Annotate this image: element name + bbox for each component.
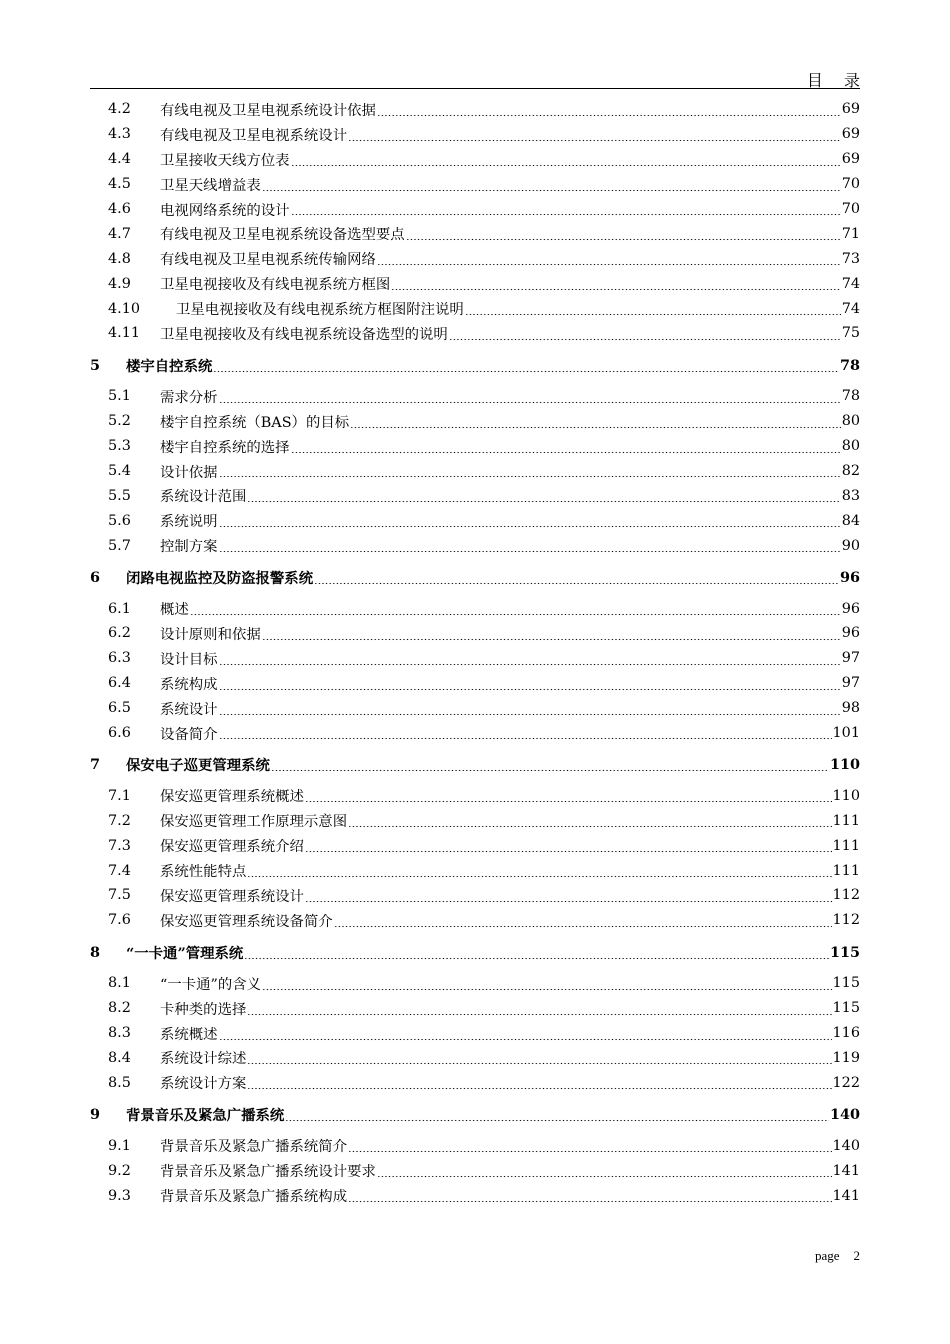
toc-entry-page: 82 <box>841 463 860 480</box>
toc-dot-leader <box>244 946 829 960</box>
footer-page-label: page <box>814 1248 840 1263</box>
toc-entry-page: 69 <box>841 101 860 118</box>
toc-entry-page: 80 <box>841 438 860 455</box>
toc-entry-number: 8 <box>90 943 101 961</box>
toc-entry-page: 78 <box>841 388 860 405</box>
page-footer <box>815 1248 860 1264</box>
toc-section-entry[interactable] <box>90 671 860 696</box>
toc-section-entry[interactable] <box>90 122 860 147</box>
toc-dot-leader <box>348 128 841 142</box>
toc-entry-title: 设备简介 <box>160 726 218 743</box>
toc-dot-leader <box>348 1189 831 1203</box>
footer-page-number: 2 <box>853 1248 860 1263</box>
toc-entry-title: 有线电视及卫星电视系统设计 <box>160 127 348 144</box>
toc-entry-number: 6.6 <box>108 725 131 742</box>
toc-entry-title: 有线电视及卫星电视系统设备选型要点 <box>160 227 405 244</box>
toc-section-entry[interactable] <box>90 833 860 858</box>
toc-section-entry[interactable] <box>90 908 860 933</box>
toc-dot-leader <box>247 1002 831 1016</box>
toc-chapter-entry[interactable] <box>90 752 860 777</box>
toc-entry-page: 96 <box>839 569 860 587</box>
toc-entry-number: 6.4 <box>108 675 131 692</box>
toc-entry-title: 保安巡更管理系统概述 <box>160 789 304 806</box>
toc-section-entry[interactable] <box>90 483 860 508</box>
toc-entry-number: 9.1 <box>108 1137 131 1154</box>
toc-entry-page: 96 <box>841 625 860 642</box>
toc-entry-number: 7.6 <box>108 912 131 929</box>
toc-entry-title: “一卡通”管理系统 <box>126 944 244 962</box>
toc-entry-page: 90 <box>841 537 860 554</box>
table-of-contents <box>90 97 860 1208</box>
toc-entry-page: 69 <box>841 151 860 168</box>
toc-entry-title: 卫星电视接收及有线电视系统设备选型的说明 <box>160 326 448 343</box>
toc-entry-number: 4.2 <box>108 101 131 118</box>
toc-dot-leader <box>219 652 841 666</box>
toc-entry-page: 141 <box>832 1187 860 1204</box>
toc-entry-page: 115 <box>832 975 860 992</box>
toc-entry-number: 8.4 <box>108 1049 131 1066</box>
toc-entry-number: 7 <box>90 756 101 774</box>
toc-section-entry[interactable] <box>90 459 860 484</box>
toc-entry-number: 7.1 <box>108 787 131 804</box>
toc-entry-page: 140 <box>832 1137 860 1154</box>
toc-dot-leader <box>262 977 831 991</box>
toc-entry-page: 122 <box>832 1074 860 1091</box>
toc-entry-number: 6.5 <box>108 700 131 717</box>
toc-dot-leader <box>377 1164 832 1178</box>
toc-entry-page: 141 <box>832 1162 860 1179</box>
toc-entry-number: 5.1 <box>108 388 131 405</box>
toc-entry-page: 111 <box>832 812 860 829</box>
toc-section-entry[interactable] <box>90 172 860 197</box>
toc-entry-number: 8.1 <box>108 975 131 992</box>
page-header <box>90 66 868 90</box>
toc-dot-leader <box>348 814 831 828</box>
toc-entry-title: 系统说明 <box>160 514 218 531</box>
toc-dot-leader <box>219 390 841 404</box>
toc-section-entry[interactable] <box>90 221 860 246</box>
toc-entry-number: 4.9 <box>108 275 131 292</box>
toc-entry-number: 5.5 <box>108 487 131 504</box>
toc-dot-leader <box>406 227 841 241</box>
toc-entry-title: 背景音乐及紧急广播系统设计要求 <box>160 1164 376 1181</box>
toc-entry-page: 96 <box>841 600 860 617</box>
toc-dot-leader <box>213 359 839 373</box>
toc-dot-leader <box>219 539 841 553</box>
toc-section-entry[interactable] <box>90 197 860 222</box>
toc-entry-page: 80 <box>841 413 860 430</box>
toc-entry-page: 78 <box>839 356 860 374</box>
toc-entry-page: 115 <box>832 1000 860 1017</box>
toc-entry-page: 74 <box>841 300 860 317</box>
toc-entry-title: 系统概述 <box>160 1026 218 1043</box>
toc-entry-number: 4.4 <box>108 151 131 168</box>
toc-section-entry[interactable] <box>90 646 860 671</box>
toc-entry-page: 112 <box>832 887 860 904</box>
toc-entry-title: 系统设计综述 <box>160 1051 247 1068</box>
toc-entry-number: 7.5 <box>108 887 131 904</box>
toc-dot-leader <box>247 1051 831 1065</box>
toc-dot-leader <box>271 758 829 772</box>
toc-entry-title: 系统设计范围 <box>160 489 247 506</box>
toc-entry-number: 8.2 <box>108 1000 131 1017</box>
toc-entry-page: 83 <box>841 487 860 504</box>
toc-section-entry[interactable] <box>90 721 860 746</box>
toc-entry-number: 8.5 <box>108 1074 131 1091</box>
toc-entry-page: 84 <box>841 512 860 529</box>
toc-section-entry[interactable] <box>90 883 860 908</box>
toc-entry-page: 70 <box>841 201 860 217</box>
toc-entry-page: 73 <box>841 250 860 267</box>
toc-entry-title: 系统设计 <box>160 701 218 718</box>
toc-section-entry[interactable] <box>90 1133 860 1158</box>
toc-entry-number: 9.3 <box>108 1187 131 1204</box>
toc-section-entry[interactable] <box>90 971 860 996</box>
toc-entry-number: 5.3 <box>108 438 131 455</box>
toc-dot-leader <box>262 178 841 192</box>
toc-entry-page: 112 <box>832 912 860 929</box>
toc-dot-leader <box>449 327 841 341</box>
toc-entry-title: 有线电视及卫星电视系统设计依据 <box>160 102 376 119</box>
toc-dot-leader <box>291 202 841 216</box>
toc-section-entry[interactable] <box>90 1158 860 1183</box>
toc-entry-number: 5.6 <box>108 512 131 529</box>
toc-section-entry[interactable] <box>90 1046 860 1071</box>
toc-dot-leader <box>350 415 841 429</box>
toc-dot-leader <box>291 440 841 454</box>
toc-chapter-entry[interactable] <box>90 353 860 378</box>
toc-entry-number: 5 <box>90 356 101 374</box>
toc-entry-title: 卫星接收天线方位表 <box>160 152 290 169</box>
toc-dot-leader <box>247 489 840 503</box>
toc-section-entry[interactable] <box>90 1183 860 1208</box>
toc-entry-number: 9 <box>90 1106 101 1124</box>
toc-entry-page: 115 <box>829 943 860 961</box>
toc-dot-leader <box>219 726 832 740</box>
toc-dot-leader <box>377 252 841 266</box>
toc-entry-page: 140 <box>829 1106 860 1124</box>
toc-dot-leader <box>465 302 841 316</box>
toc-entry-title: 保安巡更管理系统设备简介 <box>160 913 333 930</box>
toc-entry-page: 111 <box>832 837 860 854</box>
toc-section-entry[interactable] <box>90 621 860 646</box>
toc-entry-number: 9.2 <box>108 1162 131 1179</box>
toc-dot-leader <box>285 1108 829 1122</box>
toc-entry-title: 设计依据 <box>160 464 218 481</box>
toc-section-entry[interactable] <box>90 321 860 346</box>
toc-chapter-entry[interactable] <box>90 565 860 590</box>
toc-section-entry[interactable] <box>90 384 860 409</box>
toc-entry-title: 卫星电视接收及有线电视系统方框图 <box>160 277 391 294</box>
toc-entry-page: 74 <box>841 275 860 292</box>
toc-entry-number: 4.10 <box>108 300 141 317</box>
toc-section-entry[interactable] <box>90 858 860 883</box>
toc-entry-page: 116 <box>832 1025 860 1042</box>
toc-dot-leader <box>219 1027 832 1041</box>
toc-dot-leader <box>219 702 841 716</box>
toc-entry-title: 控制方案 <box>160 539 218 556</box>
toc-entry-page: 97 <box>841 675 860 692</box>
toc-section-entry[interactable] <box>90 533 860 558</box>
toc-section-entry[interactable] <box>90 271 860 296</box>
toc-entry-title: 闭路电视监控及防盗报警系统 <box>126 570 314 588</box>
toc-entry-number: 7.2 <box>108 812 131 829</box>
toc-entry-title: 背景音乐及紧急广播系统 <box>126 1107 285 1125</box>
toc-entry-number: 4.6 <box>108 201 131 217</box>
toc-section-entry[interactable] <box>90 296 860 321</box>
toc-dot-leader <box>348 1139 831 1153</box>
toc-entry-title: 卫星电视接收及有线电视系统方框图附注说明 <box>176 302 464 319</box>
toc-entry-number: 7.4 <box>108 862 131 879</box>
toc-entry-number: 7.3 <box>108 837 131 854</box>
toc-entry-title: 概述 <box>160 602 189 619</box>
header-title: 目 录 <box>806 71 868 90</box>
toc-entry-title: 有线电视及卫星电视系统传输网络 <box>160 252 376 269</box>
toc-section-entry[interactable] <box>90 783 860 808</box>
toc-section-entry[interactable] <box>90 696 860 721</box>
toc-entry-number: 4.7 <box>108 225 131 242</box>
toc-entry-number: 6 <box>90 569 101 587</box>
toc-section-entry[interactable] <box>90 808 860 833</box>
toc-dot-leader <box>377 103 841 117</box>
toc-section-entry[interactable] <box>90 246 860 271</box>
toc-dot-leader <box>391 277 840 291</box>
toc-entry-title: 设计原则和依据 <box>160 626 261 643</box>
toc-entry-title: 楼宇自控系统的选择 <box>160 439 290 456</box>
toc-section-entry[interactable] <box>90 97 860 122</box>
toc-entry-title: “一卡通”的含义 <box>160 976 262 993</box>
toc-entry-page: 110 <box>832 787 860 804</box>
toc-entry-page: 75 <box>841 325 860 342</box>
toc-entry-title: 需求分析 <box>160 389 218 406</box>
toc-entry-number: 6.3 <box>108 650 131 667</box>
toc-chapter-entry[interactable] <box>90 1102 860 1127</box>
toc-entry-page: 110 <box>829 756 860 774</box>
toc-entry-title: 系统设计方案 <box>160 1076 247 1093</box>
toc-entry-title: 楼宇自控系统 <box>126 357 213 375</box>
toc-entry-title: 保安电子巡更管理系统 <box>126 757 270 775</box>
toc-section-entry[interactable] <box>90 596 860 621</box>
toc-entry-page: 119 <box>832 1049 860 1066</box>
toc-dot-leader <box>305 889 832 903</box>
toc-entry-title: 背景音乐及紧急广播系统简介 <box>160 1139 348 1156</box>
toc-entry-page: 97 <box>841 650 860 667</box>
toc-entry-page: 101 <box>832 725 860 742</box>
toc-entry-number: 5.4 <box>108 463 131 480</box>
toc-dot-leader <box>314 571 839 585</box>
toc-entry-title: 卫星天线增益表 <box>160 177 261 194</box>
toc-entry-title: 卡种类的选择 <box>160 1001 247 1018</box>
toc-section-entry[interactable] <box>90 508 860 533</box>
toc-entry-page: 98 <box>841 700 860 717</box>
toc-dot-leader <box>247 864 831 878</box>
toc-dot-leader <box>334 914 832 928</box>
toc-dot-leader <box>305 789 832 803</box>
toc-entry-page: 70 <box>841 176 860 193</box>
toc-entry-number: 6.2 <box>108 625 131 642</box>
toc-entry-title: 系统性能特点 <box>160 864 247 881</box>
toc-dot-leader <box>219 514 841 528</box>
toc-entry-number: 6.1 <box>108 600 131 617</box>
toc-entry-title: 保安巡更管理系统介绍 <box>160 839 304 856</box>
toc-entry-title: 系统构成 <box>160 676 218 693</box>
toc-entry-title: 保安巡更管理系统设计 <box>160 888 304 905</box>
toc-entry-page: 71 <box>841 225 860 242</box>
toc-entry-title: 电视网络系统的设计 <box>160 202 290 219</box>
toc-entry-number: 4.11 <box>108 325 141 342</box>
toc-entry-number: 8.3 <box>108 1025 131 1042</box>
toc-entry-title: 背景音乐及紧急广播系统构成 <box>160 1189 348 1205</box>
toc-entry-number: 5.7 <box>108 537 131 554</box>
toc-section-entry[interactable] <box>90 434 860 459</box>
toc-section-entry[interactable] <box>90 1070 860 1095</box>
toc-dot-leader <box>219 464 841 478</box>
toc-section-entry[interactable] <box>90 996 860 1021</box>
toc-dot-leader <box>305 839 832 853</box>
toc-dot-leader <box>219 677 841 691</box>
toc-dot-leader <box>262 627 841 641</box>
toc-entry-title: 楼宇自控系统（BAS）的目标 <box>160 414 350 431</box>
toc-entry-number: 5.2 <box>108 413 131 430</box>
toc-dot-leader <box>190 602 841 616</box>
toc-dot-leader <box>291 153 841 167</box>
toc-entry-number: 4.3 <box>108 126 131 143</box>
toc-entry-title: 保安巡更管理工作原理示意图 <box>160 814 348 831</box>
toc-entry-title: 设计目标 <box>160 651 218 668</box>
toc-chapter-entry[interactable] <box>90 940 860 965</box>
toc-section-entry[interactable] <box>90 1021 860 1046</box>
toc-section-entry[interactable] <box>90 409 860 434</box>
toc-entry-page: 111 <box>832 862 860 879</box>
toc-dot-leader <box>247 1076 831 1090</box>
toc-entry-number: 4.8 <box>108 250 131 267</box>
toc-entry-page: 69 <box>841 126 860 143</box>
toc-section-entry[interactable] <box>90 147 860 172</box>
toc-entry-number: 4.5 <box>108 176 131 193</box>
